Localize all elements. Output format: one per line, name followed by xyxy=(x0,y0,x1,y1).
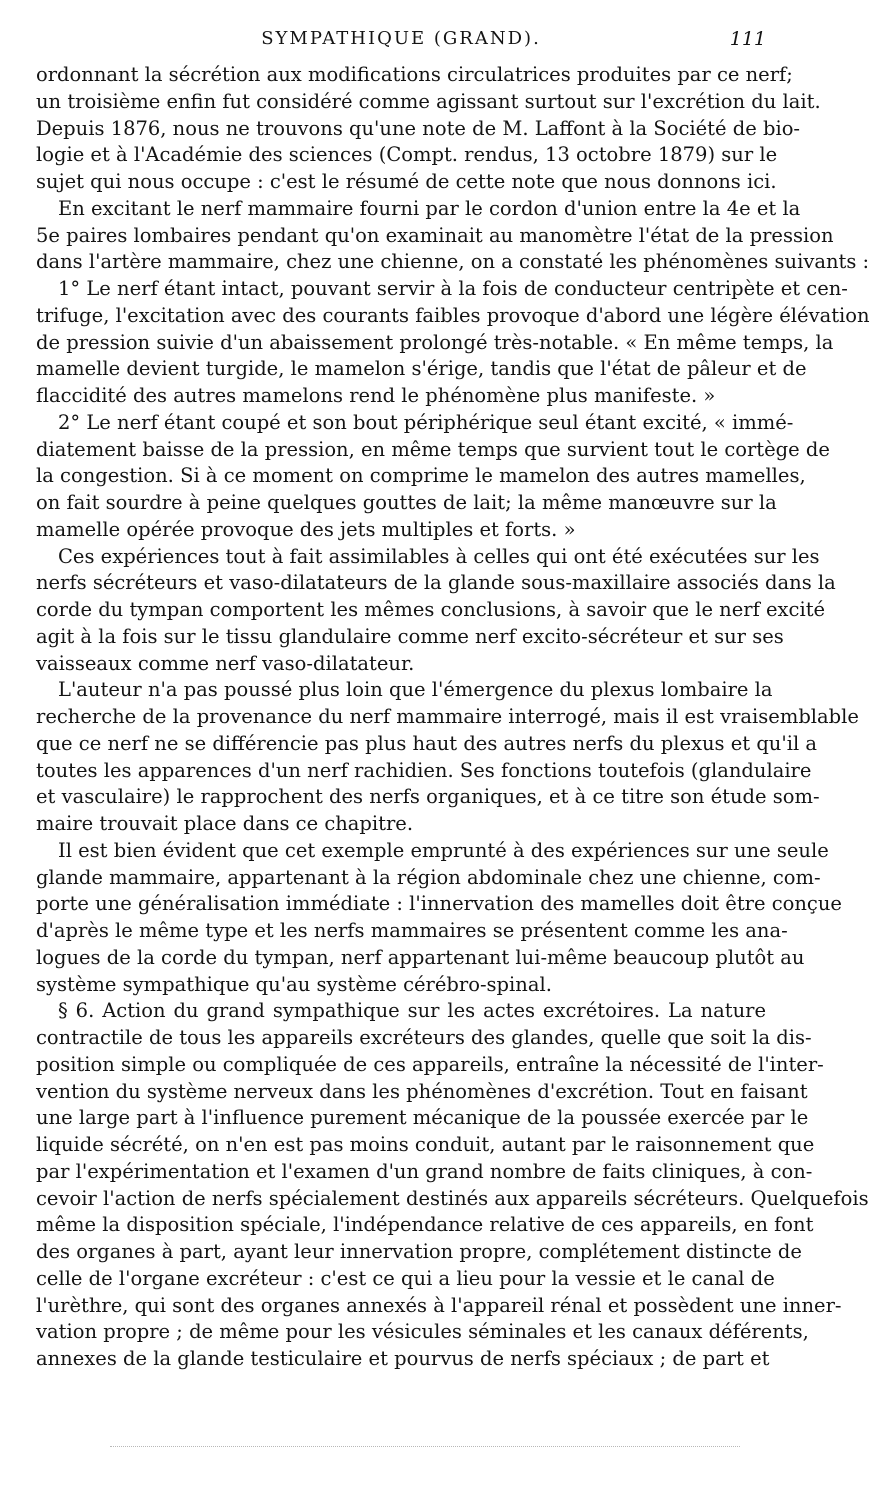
text-line: contractile de tous les appareils excréteurs des glandes, quelle que soit la dis- xyxy=(36,1026,812,1049)
text-line: d'après le même type et les nerfs mammaires se présentent comme les ana- xyxy=(36,919,788,942)
text-line: position simple ou compliquée de ces appareils, entraîne la nécessité de l'inter- xyxy=(36,1052,824,1076)
text-line: agit à la fois sur le tissu glandulaire comme nerf excito-sécréteur et sur ses xyxy=(36,624,784,648)
text-line: par l'expérimentation et l'examen d'un grand nombre de faits cliniques, à con- xyxy=(36,1159,813,1183)
text-line: dans l'artère mammaire, chez une chienne, on a constaté les phénomènes suivants : xyxy=(36,250,870,274)
text-line: nerfs sécréteurs et vaso-dilatateurs de la glande sous-maxillaire associés dans la xyxy=(36,571,836,595)
text-line: celle de l'organe excréteur : c'est ce qui a lieu pour la vessie et le canal de xyxy=(36,1266,775,1290)
text-line: 2° Le nerf étant coupé et son bout périphérique seul étant excité, « immé- xyxy=(58,410,794,434)
text-line: 1° Le nerf étant intact, pouvant servir à la fois de conducteur centripète et cen- xyxy=(58,277,848,300)
text-line: logues de la corde du tympan, nerf appartenant lui-même beaucoup plutôt au xyxy=(36,945,805,969)
text-line: cevoir l'action de nerfs spécialement destinés aux appareils sécréteurs. Quelquefois xyxy=(36,1186,869,1210)
text-line: diatement baisse de la pression, en même temps que survient tout le cortège de xyxy=(36,437,830,461)
text-line: liquide sécrété, on n'en est pas moins conduit, autant par le raisonnement que xyxy=(36,1133,815,1156)
text-line: sujet qui nous occupe : c'est le résumé de cette note que nous donnons ici. xyxy=(36,170,777,193)
footer-dotted-rule xyxy=(110,1446,740,1449)
running-title: SYMPATHIQUE (GRAND). xyxy=(261,28,541,49)
text-line: et vasculaire) le rapprochent des nerfs organiques, et à ce titre son étude som- xyxy=(36,785,820,809)
text-line: vention du système nerveux dans les phénomènes d'excrétion. Tout en faisant xyxy=(36,1079,808,1103)
running-head xyxy=(36,26,766,54)
text-line: une large part à l'influence purement mécanique de la poussée exercée par le xyxy=(36,1106,809,1130)
page-number: 111 xyxy=(729,28,766,50)
text-line: toutes les apparences d'un nerf rachidien. Ses fonctions toutefois (glandulaire xyxy=(36,758,812,782)
text-line: En excitant le nerf mammaire fourni par le cordon d'union entre la 4e et la xyxy=(58,196,801,220)
text-line: corde du tympan comportent les mêmes conclusions, à savoir que le nerf excité xyxy=(36,598,826,621)
text-line: porte une généralisation immédiate : l'innervation des mamelles doit être conçue xyxy=(36,892,842,916)
text-line: recherche de la provenance du nerf mammaire interrogé, mais il est vraisemblable xyxy=(36,705,859,728)
text-line: vation propre ; de même pour les vésicules séminales et les canaux déférents, xyxy=(36,1320,809,1344)
text-line: Ces expériences tout à fait assimilables à celles qui ont été exécutées sur les xyxy=(58,544,820,568)
text-line: vaisseaux comme nerf vaso-dilatateur. xyxy=(36,651,415,675)
text-line: des organes à part, ayant leur innervation propre, complétement distincte de xyxy=(36,1240,802,1263)
text-line: on fait sourdre à peine quelques gouttes de lait; la même manœuvre sur la xyxy=(36,491,777,514)
text-line: glande mammaire, appartenant à la région abdominale chez une chienne, com- xyxy=(36,865,821,889)
text-line: un troisième enfin fut considéré comme agissant surtout sur l'excrétion du lait. xyxy=(36,89,821,113)
text-line: flaccidité des autres mamelons rend le phénomène plus manifeste. » xyxy=(36,384,716,407)
text-line: § 6. Action du grand sympathique sur les actes excrétoires. La nature xyxy=(58,999,766,1023)
text-line: L'auteur n'a pas poussé plus loin que l'émergence du plexus lombaire la xyxy=(58,678,773,702)
text-line: système sympathique qu'au système cérébro-spinal. xyxy=(36,972,552,996)
text-line: trifuge, l'excitation avec des courants faibles provoque d'abord une légère élévation xyxy=(36,303,870,327)
text-line: l'urèthre, qui sont des organes annexés à l'appareil rénal et possèdent une inner- xyxy=(36,1293,842,1317)
text-line: logie et à l'Académie des sciences (Compt. rendus, 13 octobre 1879) sur le xyxy=(36,143,778,167)
text-line: mamelle devient turgide, le mamelon s'érige, tandis que l'état de pâleur et de xyxy=(36,357,807,381)
text-line: annexes de la glande testiculaire et pourvus de nerfs spéciaux ; de part et xyxy=(36,1347,770,1370)
text-line: mamelle opérée provoque des jets multiples et forts. » xyxy=(36,517,576,541)
text-line: que ce nerf ne se différencie pas plus haut des autres nerfs du plexus et qu'il a xyxy=(36,731,818,755)
text-line: 5e paires lombaires pendant qu'on examinait au manomètre l'état de la pression xyxy=(36,223,834,247)
text-line: maire trouvait place dans ce chapitre. xyxy=(36,812,414,835)
text-line: ordonnant la sécrétion aux modifications circulatrices produites par ce nerf; xyxy=(36,63,793,86)
text-line: même la disposition spéciale, l'indépendance relative de ces appareils, en font xyxy=(36,1213,814,1237)
text-line: de pression suivie d'un abaissement prolongé très-notable. « En même temps, la xyxy=(36,330,834,354)
text-body xyxy=(36,62,870,1373)
text-line: Il est bien évident que cet exemple emprunté à des expériences sur une seule xyxy=(58,838,829,862)
text-line: Depuis 1876, nous ne trouvons qu'une note de M. Laffont à la Société de bio- xyxy=(36,116,801,140)
text-line: la congestion. Si à ce moment on comprime le mamelon des autres mamelles, xyxy=(36,464,806,488)
